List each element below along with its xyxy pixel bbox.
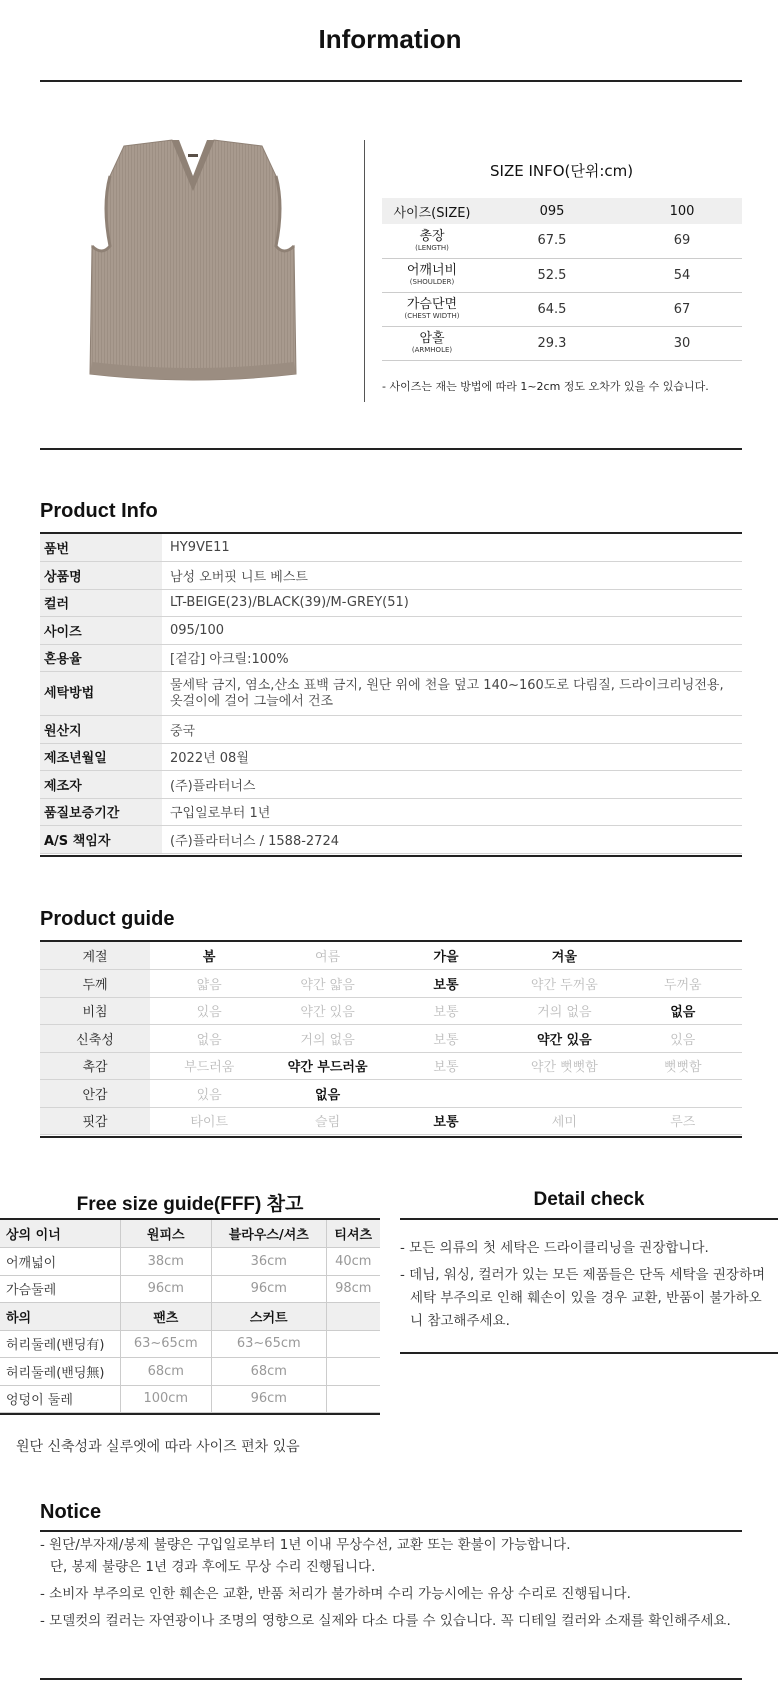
size-row bbox=[382, 292, 742, 326]
notice-title: Notice bbox=[40, 1501, 102, 1523]
info-row bbox=[40, 617, 742, 645]
free-size-note: 원단 신축성과 실루엣에 따라 사이즈 편차 있음 bbox=[16, 1439, 300, 1455]
guide-option: 없음 bbox=[150, 1025, 268, 1053]
guide-option: 약간 있음 bbox=[268, 997, 386, 1025]
info-row bbox=[40, 798, 742, 826]
guide-row bbox=[40, 1025, 742, 1053]
guide-option: 보통 bbox=[387, 997, 505, 1025]
notice-top-rule bbox=[40, 1530, 742, 1532]
free-size-label: 엉덩이 둘레 bbox=[0, 1385, 120, 1413]
size-col-header: 100 bbox=[622, 198, 742, 224]
guide-option: 뻣뻣함 bbox=[624, 1052, 742, 1080]
guide-row bbox=[40, 1107, 742, 1135]
divider bbox=[40, 80, 742, 82]
detail-check-list bbox=[400, 1237, 770, 1337]
guide-option bbox=[505, 1080, 623, 1108]
guide-key: 안감 bbox=[40, 1080, 150, 1108]
free-size-value: 96cm bbox=[120, 1275, 212, 1303]
free-size-value: 40cm bbox=[326, 1248, 380, 1276]
guide-option: 약간 얇음 bbox=[268, 970, 386, 998]
size-value: 67 bbox=[622, 292, 742, 326]
info-key: 품질보증기간 bbox=[40, 798, 162, 826]
size-col-header: 사이즈(SIZE) bbox=[382, 198, 482, 224]
size-row-label: 어깨너비 bbox=[406, 263, 458, 278]
notice-list bbox=[40, 1534, 742, 1637]
free-size-value: 68cm bbox=[212, 1358, 327, 1386]
size-row-sublabel: (CHEST WIDTH) bbox=[404, 312, 460, 320]
product-info-title: Product Info bbox=[40, 500, 158, 522]
notice-item: - 원단/부자재/봉제 불량은 구입일로부터 1년 이내 무상수선, 교환 또는 환불이 가능합니다. 단, 봉제 불량은 1년 경과 후에도 무상 수리 진행됩니다. bbox=[40, 1537, 571, 1575]
size-table bbox=[382, 198, 742, 361]
free-size-label: 하의 bbox=[0, 1303, 120, 1331]
guide-key: 비침 bbox=[40, 997, 150, 1025]
guide-option bbox=[387, 1080, 505, 1108]
notice-bottom-rule bbox=[40, 1678, 742, 1680]
free-size-value: 63~65cm bbox=[212, 1330, 327, 1358]
info-key: 제조자 bbox=[40, 771, 162, 799]
size-value: 30 bbox=[622, 326, 742, 360]
product-info-table bbox=[40, 534, 742, 854]
detail-check-title: Detail check bbox=[533, 1189, 645, 1210]
free-size-value: 36cm bbox=[212, 1248, 327, 1276]
guide-option: 있음 bbox=[150, 1080, 268, 1108]
guide-option bbox=[624, 1080, 742, 1108]
info-row bbox=[40, 672, 742, 716]
guide-row bbox=[40, 970, 742, 998]
product-guide-title: Product guide bbox=[40, 908, 175, 930]
free-size-row bbox=[0, 1303, 380, 1331]
info-key: 혼용율 bbox=[40, 644, 162, 672]
guide-key: 핏감 bbox=[40, 1107, 150, 1135]
guide-option: 약간 있음 bbox=[505, 1025, 623, 1053]
guide-row bbox=[40, 942, 742, 970]
guide-option: 약간 부드러움 bbox=[268, 1052, 386, 1080]
size-note: - 사이즈는 재는 방법에 따라 1~2cm 정도 오차가 있을 수 있습니다. bbox=[382, 380, 709, 393]
info-value: 중국 bbox=[162, 716, 742, 744]
info-value: LT-BEIGE(23)/BLACK(39)/M-GREY(51) bbox=[162, 589, 742, 617]
size-row bbox=[382, 258, 742, 292]
guide-row bbox=[40, 997, 742, 1025]
free-size-row bbox=[0, 1385, 380, 1413]
size-row-sublabel: (ARMHOLE) bbox=[411, 346, 453, 354]
free-size-title: Free size guide(FFF) 참고 bbox=[76, 1194, 304, 1215]
free-size-label: 어깨넓이 bbox=[0, 1248, 120, 1276]
free-size-value: 68cm bbox=[120, 1358, 212, 1386]
free-size-value: 100cm bbox=[120, 1385, 212, 1413]
info-value: 구입일로부터 1년 bbox=[162, 798, 742, 826]
vest-illustration bbox=[62, 136, 324, 398]
info-value: (주)플라터너스 bbox=[162, 771, 742, 799]
size-value: 54 bbox=[622, 258, 742, 292]
free-size-row bbox=[0, 1275, 380, 1303]
notice-item: - 소비자 부주의로 인한 훼손은 교환, 반품 처리가 불가하며 수리 가능시에는 유상 수리로 진행됩니다. bbox=[40, 1586, 631, 1602]
info-key: 품번 bbox=[40, 534, 162, 562]
guide-option: 겨울 bbox=[505, 942, 623, 970]
guide-option: 있음 bbox=[150, 997, 268, 1025]
guide-option: 두꺼움 bbox=[624, 970, 742, 998]
page-title: Information bbox=[318, 24, 462, 54]
guide-option: 슬림 bbox=[268, 1107, 386, 1135]
free-size-value: 스커트 bbox=[212, 1303, 327, 1331]
free-size-value: 96cm bbox=[212, 1275, 327, 1303]
guide-option: 보통 bbox=[387, 1107, 505, 1135]
info-value: HY9VE11 bbox=[162, 534, 742, 562]
vertical-divider bbox=[364, 140, 365, 402]
size-value: 29.3 bbox=[482, 326, 622, 360]
info-key: 제조년월일 bbox=[40, 743, 162, 771]
size-row-label: 암홀 bbox=[419, 331, 445, 346]
free-size-value: 블라우스/셔츠 bbox=[212, 1220, 327, 1248]
free-size-label: 상의 이너 bbox=[0, 1220, 120, 1248]
free-size-value: 98cm bbox=[326, 1275, 380, 1303]
detail-item: - 데님, 워싱, 컬러가 있는 모든 제품들은 단독 세탁을 권장하며 세탁 부주의로 인해 훼손이 있을 경우 교환, 반품이 불가하오니 참고해주세요. bbox=[400, 1267, 766, 1329]
guide-option: 부드러움 bbox=[150, 1052, 268, 1080]
info-key: 컬러 bbox=[40, 589, 162, 617]
info-key: 상품명 bbox=[40, 562, 162, 590]
size-row bbox=[382, 224, 742, 258]
info-row bbox=[40, 826, 742, 854]
free-size-row bbox=[0, 1358, 380, 1386]
guide-option: 거의 없음 bbox=[268, 1025, 386, 1053]
guide-row bbox=[40, 1052, 742, 1080]
size-value: 52.5 bbox=[482, 258, 622, 292]
free-size-table bbox=[0, 1220, 380, 1413]
info-value: (주)플라터너스 / 1588-2724 bbox=[162, 826, 742, 854]
divider bbox=[40, 448, 742, 450]
product-image bbox=[62, 136, 324, 398]
size-col-header: 095 bbox=[482, 198, 622, 224]
guide-key: 신축성 bbox=[40, 1025, 150, 1053]
info-value: [겉감] 아크릴:100% bbox=[162, 644, 742, 672]
info-key: 사이즈 bbox=[40, 617, 162, 645]
info-key: A/S 책임자 bbox=[40, 826, 162, 854]
guide-option: 보통 bbox=[387, 1052, 505, 1080]
guide-option: 있음 bbox=[624, 1025, 742, 1053]
info-value: 물세탁 금지, 염소,산소 표백 금지, 원단 위에 천을 덮고 140~160도로 다림질, 드라이크리닝전용, 옷걸이에 걸어 그늘에서 건조 bbox=[162, 672, 742, 716]
guide-option: 세미 bbox=[505, 1107, 623, 1135]
info-row bbox=[40, 743, 742, 771]
free-size-label: 허리둘레(밴딩有) bbox=[0, 1330, 120, 1358]
guide-option: 없음 bbox=[624, 997, 742, 1025]
guide-option: 봄 bbox=[150, 942, 268, 970]
info-row bbox=[40, 589, 742, 617]
guide-option: 가을 bbox=[387, 942, 505, 970]
free-size-value bbox=[326, 1385, 380, 1413]
free-size-value bbox=[326, 1303, 380, 1331]
free-size-value: 티셔츠 bbox=[326, 1220, 380, 1248]
guide-option bbox=[624, 942, 742, 970]
guide-option: 여름 bbox=[268, 942, 386, 970]
free-size-label: 허리둘레(밴딩無) bbox=[0, 1358, 120, 1386]
info-row bbox=[40, 771, 742, 799]
guide-option: 얇음 bbox=[150, 970, 268, 998]
size-info-title: SIZE INFO(단위:cm) bbox=[490, 162, 634, 180]
free-size-row bbox=[0, 1248, 380, 1276]
detail-item: - 모든 의류의 첫 세탁은 드라이클리닝을 권장합니다. bbox=[400, 1240, 709, 1256]
detail-bottom-rule bbox=[400, 1352, 778, 1354]
guide-option: 타이트 bbox=[150, 1107, 268, 1135]
free-size-label: 가슴둘레 bbox=[0, 1275, 120, 1303]
free-size-value: 96cm bbox=[212, 1385, 327, 1413]
guide-option: 거의 없음 bbox=[505, 997, 623, 1025]
guide-option: 보통 bbox=[387, 970, 505, 998]
size-value: 64.5 bbox=[482, 292, 622, 326]
info-value: 남성 오버핏 니트 베스트 bbox=[162, 562, 742, 590]
guide-option: 약간 뻣뻣함 bbox=[505, 1052, 623, 1080]
info-row bbox=[40, 534, 742, 562]
info-key: 원산지 bbox=[40, 716, 162, 744]
table-bottom-rule bbox=[40, 1136, 742, 1138]
guide-row bbox=[40, 1080, 742, 1108]
free-size-value: 팬츠 bbox=[120, 1303, 212, 1331]
info-key: 세탁방법 bbox=[40, 672, 162, 716]
product-guide-table bbox=[40, 942, 742, 1135]
notice-item: - 모델컷의 컬러는 자연광이나 조명의 영향으로 실제와 다소 다를 수 있습니다. 꼭 디테일 컬러와 소재를 확인해주세요. bbox=[40, 1613, 731, 1629]
size-value: 67.5 bbox=[482, 224, 622, 258]
size-value: 69 bbox=[622, 224, 742, 258]
guide-key: 계절 bbox=[40, 942, 150, 970]
free-size-value: 63~65cm bbox=[120, 1330, 212, 1358]
size-row-sublabel: (LENGTH) bbox=[415, 243, 449, 252]
size-row-label: 가슴단면 bbox=[406, 297, 458, 312]
size-row-label: 총장 bbox=[419, 228, 445, 244]
info-value: 2022년 08월 bbox=[162, 743, 742, 771]
guide-key: 두께 bbox=[40, 970, 150, 998]
guide-option: 약간 두꺼움 bbox=[505, 970, 623, 998]
detail-top-rule bbox=[400, 1218, 778, 1220]
guide-key: 촉감 bbox=[40, 1052, 150, 1080]
size-row-sublabel: (SHOULDER) bbox=[409, 278, 455, 286]
info-row bbox=[40, 644, 742, 672]
size-row bbox=[382, 326, 742, 360]
guide-option: 없음 bbox=[268, 1080, 386, 1108]
info-row bbox=[40, 716, 742, 744]
guide-option: 루즈 bbox=[624, 1107, 742, 1135]
free-size-row bbox=[0, 1330, 380, 1358]
free-size-value: 38cm bbox=[120, 1248, 212, 1276]
free-size-value bbox=[326, 1330, 380, 1358]
info-value: 095/100 bbox=[162, 617, 742, 645]
table-bottom-rule bbox=[0, 1413, 380, 1415]
info-row bbox=[40, 562, 742, 590]
free-size-value bbox=[326, 1358, 380, 1386]
guide-option: 보통 bbox=[387, 1025, 505, 1053]
free-size-row bbox=[0, 1220, 380, 1248]
free-size-value: 원피스 bbox=[120, 1220, 212, 1248]
table-bottom-rule bbox=[40, 855, 742, 857]
